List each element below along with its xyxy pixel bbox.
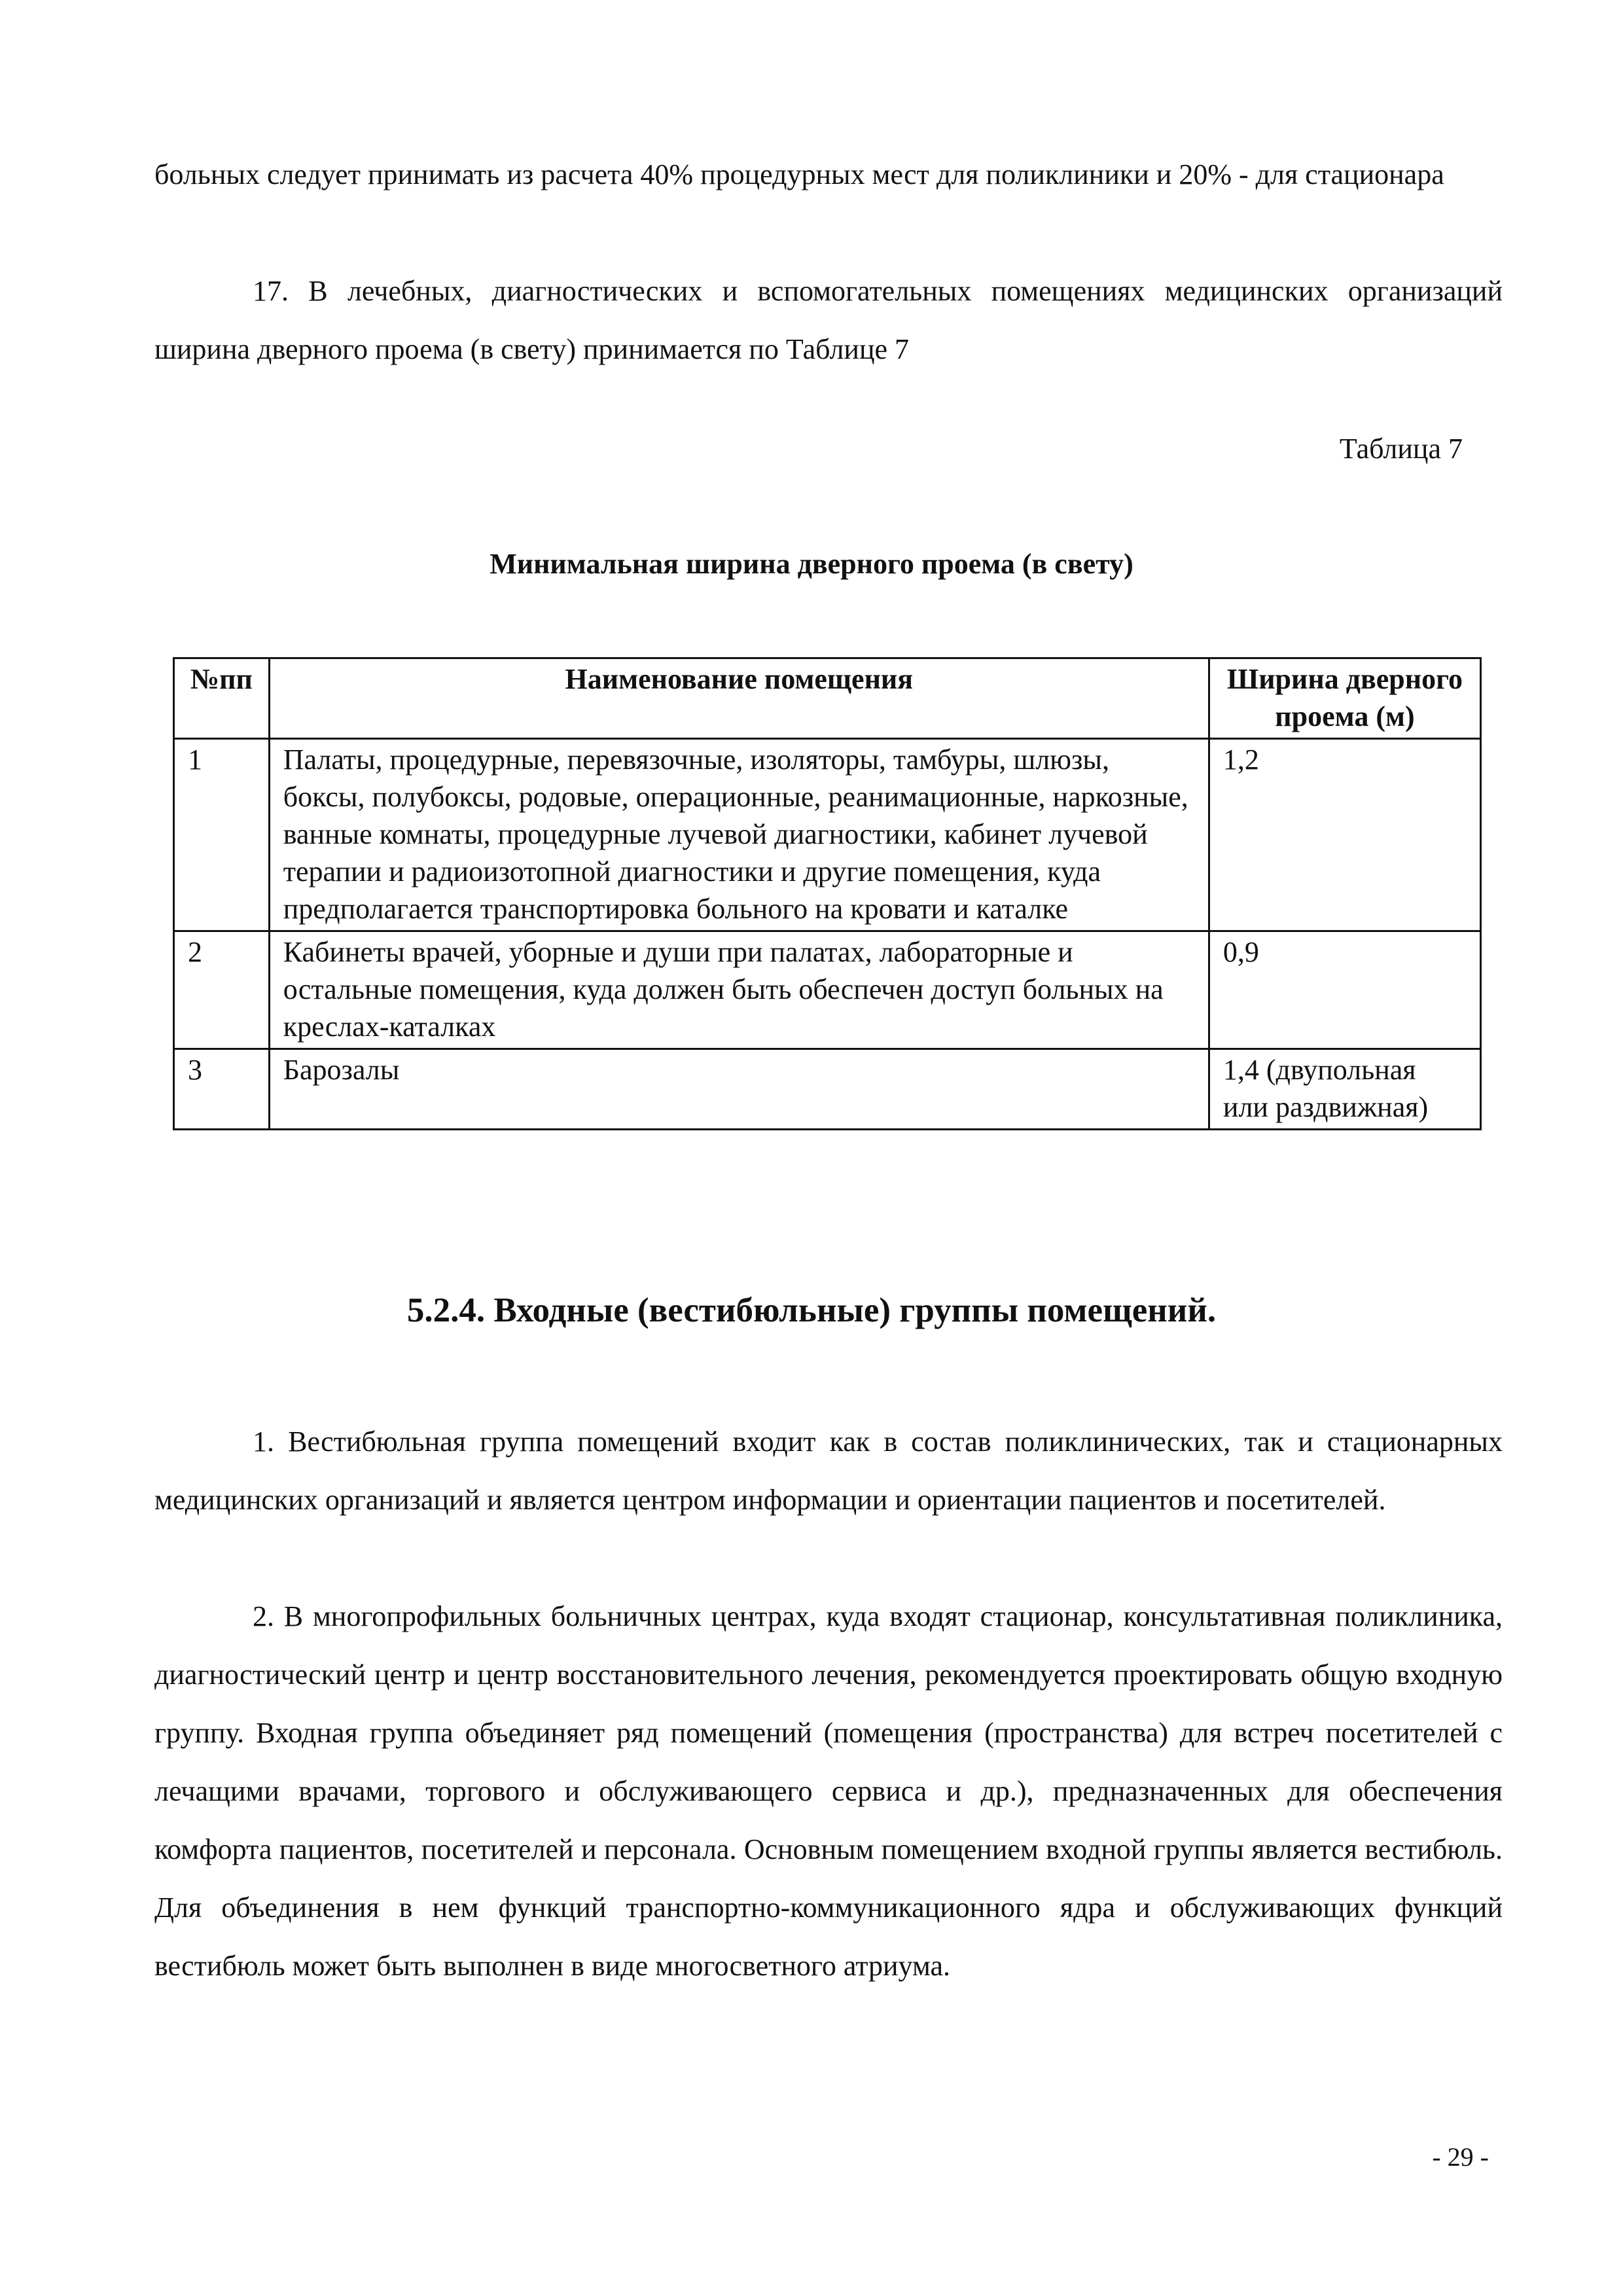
row-room-name: Палаты, процедурные, перевязочные, изоляторы, тамбуры, шлюзы, боксы, полубоксы, родовые, операционные, реанимационные, наркозные, ванные комнаты, процедурные лучевой диагностики, кабинет лучевой терапии и радиоизотопной диагностики и другие помещения, куда предполагается транспортировка больного на кровати и каталке bbox=[269, 739, 1209, 931]
section-paragraph-2: 2. В многопрофильных больничных центрах, куда входят стационар, консультативная поликлиника, диагностический центр и центр восстановительного лечения, рекомендуется проектировать общую входную группу. Входная группа объединяет ряд помещений (помещения (пространства) для встреч посетителей с лечащими врачами, торгового и обслуживающего сервиса и др.), предназначенных для обеспечения комфорта пациентов, посетителей и персонала. Основным помещением входной группы является вестибюль. Для объединения в нем функций транспортно-коммуникационного ядра и обслуживающих функций вестибюль может быть выполнен в виде многосветного атриума. bbox=[154, 1600, 1503, 1982]
intro-continuation-paragraph: больных следует принимать из расчета 40% процедурных мест для поликлиники и 20% - для стационара bbox=[154, 158, 1444, 190]
table-label: Таблица 7 bbox=[1339, 433, 1463, 465]
row-door-width: 1,2 bbox=[1209, 739, 1480, 931]
item-17-paragraph: 17. В лечебных, диагностических и вспомогательных помещениях медицинских организаций ширина дверного проема (в свету) принимается по Таблице 7 bbox=[154, 275, 1503, 365]
row-door-width: 0,9 bbox=[1209, 931, 1480, 1049]
table-row bbox=[174, 739, 1481, 931]
table-row bbox=[174, 1049, 1481, 1130]
section-paragraph-1: 1. Вестибюльная группа помещений входит как в состав поликлинических, так и стационарных медицинских организаций и является центром информации и ориентации пациентов и посетителей. bbox=[154, 1426, 1503, 1516]
door-width-table bbox=[173, 657, 1482, 1130]
section-heading: 5.2.4. Входные (вестибюльные) группы помещений. bbox=[406, 1291, 1217, 1329]
header-door-width: Ширина дверного проема (м) bbox=[1209, 658, 1480, 739]
table-title: Минимальная ширина дверного проема (в свету) bbox=[490, 548, 1133, 580]
row-number: 2 bbox=[174, 931, 270, 1049]
header-room-name: Наименование помещения bbox=[269, 658, 1209, 739]
row-room-name: Кабинеты врачей, уборные и души при палатах, лабораторные и остальные помещения, куда должен быть обеспечен доступ больных на креслах-каталках bbox=[269, 931, 1209, 1049]
row-room-name: Барозалы bbox=[269, 1049, 1209, 1130]
table-row bbox=[174, 931, 1481, 1049]
table-header-row bbox=[174, 658, 1481, 739]
row-door-width: 1,4 (двупольная или раздвижная) bbox=[1209, 1049, 1480, 1130]
header-number: №пп bbox=[174, 658, 270, 739]
page-number: - 29 - bbox=[1432, 2142, 1489, 2172]
row-number: 1 bbox=[174, 739, 270, 931]
row-number: 3 bbox=[174, 1049, 270, 1130]
